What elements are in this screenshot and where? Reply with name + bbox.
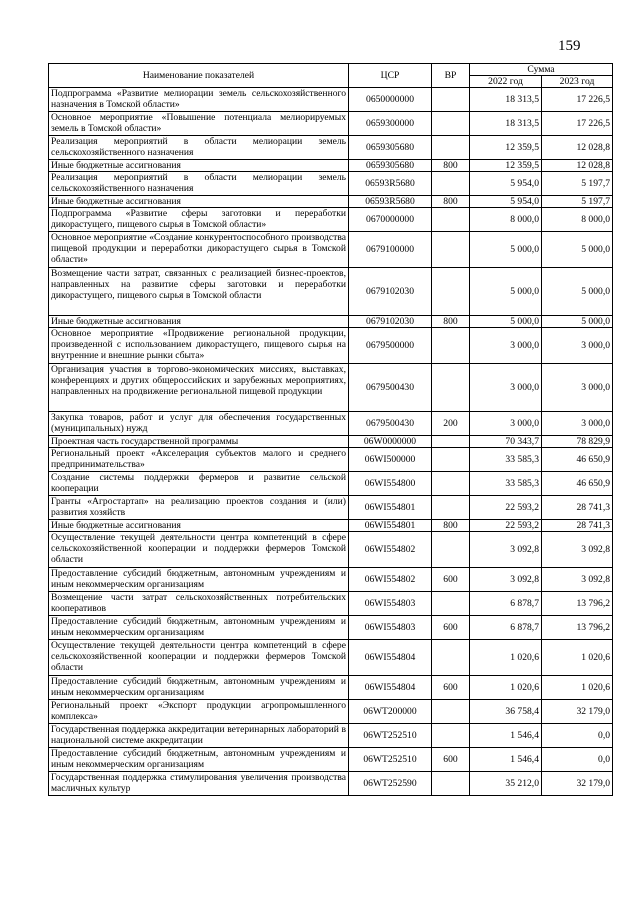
row-name: Государственная поддержка аккредитации ветеринарных лабораторий в национальной системе аккредитации <box>49 724 349 748</box>
row-name: Предоставление субсидий бюджетным, автономным учреждениям и иным некоммерческим организациям <box>49 748 349 772</box>
row-vr <box>432 472 470 496</box>
row-amount-2022: 22 593,2 <box>470 496 542 520</box>
header-sum: Сумма <box>470 64 613 76</box>
row-csr: 0670000000 <box>349 208 432 232</box>
row-name: Возмещение части затрат сельскохозяйственных потребительских кооперативов <box>49 592 349 616</box>
row-amount-2023: 3 092,8 <box>542 568 613 592</box>
row-amount-2023: 5 000,0 <box>542 268 613 316</box>
header-name: Наименование показателей <box>49 64 349 88</box>
table-row <box>49 532 613 568</box>
row-name: Региональный проект «Экспорт продукции агропромышленного комплекса» <box>49 700 349 724</box>
row-amount-2022: 33 585,3 <box>470 448 542 472</box>
row-amount-2023: 28 741,3 <box>542 496 613 520</box>
table-row <box>49 520 613 532</box>
row-vr <box>432 448 470 472</box>
row-amount-2022: 35 212,0 <box>470 772 542 796</box>
table-row <box>49 448 613 472</box>
table-row <box>49 616 613 640</box>
row-amount-2023: 5 197,7 <box>542 172 613 196</box>
row-csr: 06WT200000 <box>349 700 432 724</box>
table-row <box>49 316 613 328</box>
row-csr: 0659305680 <box>349 136 432 160</box>
row-name: Региональный проект «Акселерация субъектов малого и среднего предпринимательства» <box>49 448 349 472</box>
row-csr: 0679500430 <box>349 412 432 436</box>
row-amount-2022: 1 546,4 <box>470 748 542 772</box>
header-year-2023: 2023 год <box>542 76 613 88</box>
row-amount-2022: 6 878,7 <box>470 616 542 640</box>
table-row <box>49 364 613 412</box>
row-csr: 06WI554802 <box>349 568 432 592</box>
row-amount-2022: 18 313,5 <box>470 88 542 112</box>
table-row <box>49 268 613 316</box>
row-amount-2023: 3 000,0 <box>542 364 613 412</box>
table-row <box>49 88 613 112</box>
row-amount-2022: 3 092,8 <box>470 568 542 592</box>
table-row <box>49 568 613 592</box>
row-csr: 06WI554804 <box>349 676 432 700</box>
row-amount-2022: 33 585,3 <box>470 472 542 496</box>
row-amount-2022: 1 020,6 <box>470 676 542 700</box>
row-csr: 06WI554801 <box>349 520 432 532</box>
row-amount-2022: 1 546,4 <box>470 724 542 748</box>
row-amount-2023: 1 020,6 <box>542 676 613 700</box>
row-vr <box>432 172 470 196</box>
row-amount-2022: 3 092,8 <box>470 532 542 568</box>
row-amount-2023: 46 650,9 <box>542 472 613 496</box>
row-name: Гранты «Агростартап» на реализацию проектов создания и (или) развития хозяйств <box>49 496 349 520</box>
row-name: Основное мероприятие «Продвижение региональной продукции, произведенной с использованием дикорастущего, пищевого сырья на внутренние и внешние рынки сбыта» <box>49 328 349 364</box>
row-csr: 0679500430 <box>349 364 432 412</box>
row-amount-2023: 13 796,2 <box>542 616 613 640</box>
table-row <box>49 328 613 364</box>
row-vr: 800 <box>432 316 470 328</box>
row-csr: 0659300000 <box>349 112 432 136</box>
row-csr: 06593R5680 <box>349 172 432 196</box>
row-name: Иные бюджетные ассигнования <box>49 316 349 328</box>
row-name: Предоставление субсидий бюджетным, автономным учреждениям и иным некоммерческим организациям <box>49 616 349 640</box>
row-vr <box>432 700 470 724</box>
row-csr: 06WT252510 <box>349 748 432 772</box>
row-csr: 06WI554804 <box>349 640 432 676</box>
row-name: Иные бюджетные ассигнования <box>49 160 349 172</box>
row-amount-2022: 70 343,7 <box>470 436 542 448</box>
table-row <box>49 472 613 496</box>
table-row <box>49 496 613 520</box>
row-name: Предоставление субсидий бюджетным, автономным учреждениям и иным некоммерческим организациям <box>49 676 349 700</box>
table-row <box>49 196 613 208</box>
row-amount-2022: 5 000,0 <box>470 268 542 316</box>
row-vr <box>432 724 470 748</box>
row-vr <box>432 268 470 316</box>
row-amount-2022: 5 000,0 <box>470 232 542 268</box>
row-name: Основное мероприятие «Повышение потенциала мелиорируемых земель в Томской области» <box>49 112 349 136</box>
row-vr <box>432 532 470 568</box>
row-name: Подпрограмма «Развитие сферы заготовки и переработки дикорастущего, пищевого сырья в Томской области» <box>49 208 349 232</box>
table-row <box>49 172 613 196</box>
row-vr: 200 <box>432 412 470 436</box>
row-vr: 600 <box>432 568 470 592</box>
row-name: Осуществление текущей деятельности центра компетенций в сфере сельскохозяйственной кооперации и поддержки фермеров Томской области <box>49 532 349 568</box>
row-amount-2023: 0,0 <box>542 724 613 748</box>
row-vr <box>432 436 470 448</box>
table-header <box>49 64 613 88</box>
row-csr: 06W0000000 <box>349 436 432 448</box>
row-amount-2022: 5 000,0 <box>470 316 542 328</box>
row-vr: 800 <box>432 196 470 208</box>
row-name: Подпрограмма «Развитие мелиорации земель сельскохозяйственного назначения в Томской области» <box>49 88 349 112</box>
row-vr <box>432 592 470 616</box>
row-vr <box>432 772 470 796</box>
row-csr: 06WI554803 <box>349 592 432 616</box>
row-name: Организация участия в торгово-экономических миссиях, выставках, конференциях и других общероссийских и зарубежных мероприятиях, направленных на продвижение региональной пищевой продукции <box>49 364 349 412</box>
row-vr: 600 <box>432 616 470 640</box>
row-amount-2023: 8 000,0 <box>542 208 613 232</box>
row-amount-2023: 13 796,2 <box>542 592 613 616</box>
header-vr: ВР <box>432 64 470 88</box>
row-name: Закупка товаров, работ и услуг для обеспечения государственных (муниципальных) нужд <box>49 412 349 436</box>
row-amount-2022: 36 758,4 <box>470 700 542 724</box>
table-row <box>49 208 613 232</box>
row-amount-2023: 78 829,9 <box>542 436 613 448</box>
row-amount-2023: 1 020,6 <box>542 640 613 676</box>
row-name: Осуществление текущей деятельности центра компетенций в сфере сельскохозяйственной кооперации и поддержки фермеров Томской области <box>49 640 349 676</box>
row-csr: 06WI554802 <box>349 532 432 568</box>
table-row <box>49 136 613 160</box>
row-vr <box>432 328 470 364</box>
row-csr: 0679100000 <box>349 232 432 268</box>
row-vr <box>432 88 470 112</box>
row-amount-2023: 3 000,0 <box>542 412 613 436</box>
row-amount-2022: 1 020,6 <box>470 640 542 676</box>
table-row <box>49 112 613 136</box>
row-amount-2022: 18 313,5 <box>470 112 542 136</box>
row-amount-2023: 32 179,0 <box>542 700 613 724</box>
row-csr: 0679102030 <box>349 268 432 316</box>
row-amount-2023: 17 226,5 <box>542 112 613 136</box>
row-vr: 800 <box>432 160 470 172</box>
row-vr <box>432 640 470 676</box>
row-vr <box>432 496 470 520</box>
row-amount-2023: 32 179,0 <box>542 772 613 796</box>
row-amount-2023: 5 000,0 <box>542 232 613 268</box>
table-row <box>49 676 613 700</box>
row-name: Государственная поддержка стимулирования увеличения производства масличных культур <box>49 772 349 796</box>
row-csr: 0659305680 <box>349 160 432 172</box>
row-csr: 06WT252590 <box>349 772 432 796</box>
row-amount-2023: 28 741,3 <box>542 520 613 532</box>
budget-table <box>48 63 613 796</box>
row-name: Создание системы поддержки фермеров и развитие сельской кооперации <box>49 472 349 496</box>
row-csr: 0679102030 <box>349 316 432 328</box>
table-body <box>49 88 613 796</box>
row-amount-2023: 5 000,0 <box>542 316 613 328</box>
row-name: Возмещение части затрат, связанных с реализацией бизнес-проектов, направленных на развитие сферы заготовки и переработки дикорастущего, пищевого сырья в Томской области <box>49 268 349 316</box>
row-amount-2023: 12 028,8 <box>542 136 613 160</box>
header-csr: ЦСР <box>349 64 432 88</box>
row-amount-2022: 8 000,0 <box>470 208 542 232</box>
row-amount-2022: 5 954,0 <box>470 172 542 196</box>
table-row <box>49 412 613 436</box>
table-row <box>49 748 613 772</box>
row-vr: 600 <box>432 676 470 700</box>
row-vr <box>432 136 470 160</box>
row-csr: 06WT252510 <box>349 724 432 748</box>
table-row <box>49 772 613 796</box>
row-csr: 0650000000 <box>349 88 432 112</box>
row-name: Основное мероприятие «Создание конкурентоспособного производства пищевой продукции и переработки дикорастущего сырья в Томской области» <box>49 232 349 268</box>
row-amount-2023: 12 028,8 <box>542 160 613 172</box>
row-amount-2022: 5 954,0 <box>470 196 542 208</box>
row-vr <box>432 208 470 232</box>
row-vr: 600 <box>432 748 470 772</box>
row-amount-2022: 3 000,0 <box>470 328 542 364</box>
row-vr: 800 <box>432 520 470 532</box>
row-amount-2022: 6 878,7 <box>470 592 542 616</box>
row-amount-2023: 17 226,5 <box>542 88 613 112</box>
row-vr <box>432 364 470 412</box>
row-amount-2022: 3 000,0 <box>470 364 542 412</box>
row-amount-2023: 3 000,0 <box>542 328 613 364</box>
row-csr: 0679500000 <box>349 328 432 364</box>
table-row <box>49 232 613 268</box>
row-amount-2022: 12 359,5 <box>470 160 542 172</box>
table-row <box>49 436 613 448</box>
row-csr: 06WI554801 <box>349 496 432 520</box>
header-year-2022: 2022 год <box>470 76 542 88</box>
table-row <box>49 700 613 724</box>
table-row <box>49 160 613 172</box>
row-amount-2022: 3 000,0 <box>470 412 542 436</box>
row-amount-2023: 46 650,9 <box>542 448 613 472</box>
row-csr: 06WI554803 <box>349 616 432 640</box>
row-name: Иные бюджетные ассигнования <box>49 520 349 532</box>
row-csr: 06WI554800 <box>349 472 432 496</box>
row-name: Предоставление субсидий бюджетным, автономным учреждениям и иным некоммерческим организациям <box>49 568 349 592</box>
row-vr <box>432 232 470 268</box>
row-name: Иные бюджетные ассигнования <box>49 196 349 208</box>
row-amount-2022: 12 359,5 <box>470 136 542 160</box>
row-name: Проектная часть государственной программы <box>49 436 349 448</box>
row-csr: 06593R5680 <box>349 196 432 208</box>
row-name: Реализация мероприятий в области мелиорации земель сельскохозяйственного назначения <box>49 172 349 196</box>
table-row <box>49 592 613 616</box>
page-number: 159 <box>558 38 581 54</box>
row-csr: 06WI500000 <box>349 448 432 472</box>
row-vr <box>432 112 470 136</box>
row-name: Реализация мероприятий в области мелиорации земель сельскохозяйственного назначения <box>49 136 349 160</box>
row-amount-2023: 5 197,7 <box>542 196 613 208</box>
table-row <box>49 640 613 676</box>
row-amount-2023: 3 092,8 <box>542 532 613 568</box>
table-row <box>49 724 613 748</box>
row-amount-2023: 0,0 <box>542 748 613 772</box>
row-amount-2022: 22 593,2 <box>470 520 542 532</box>
